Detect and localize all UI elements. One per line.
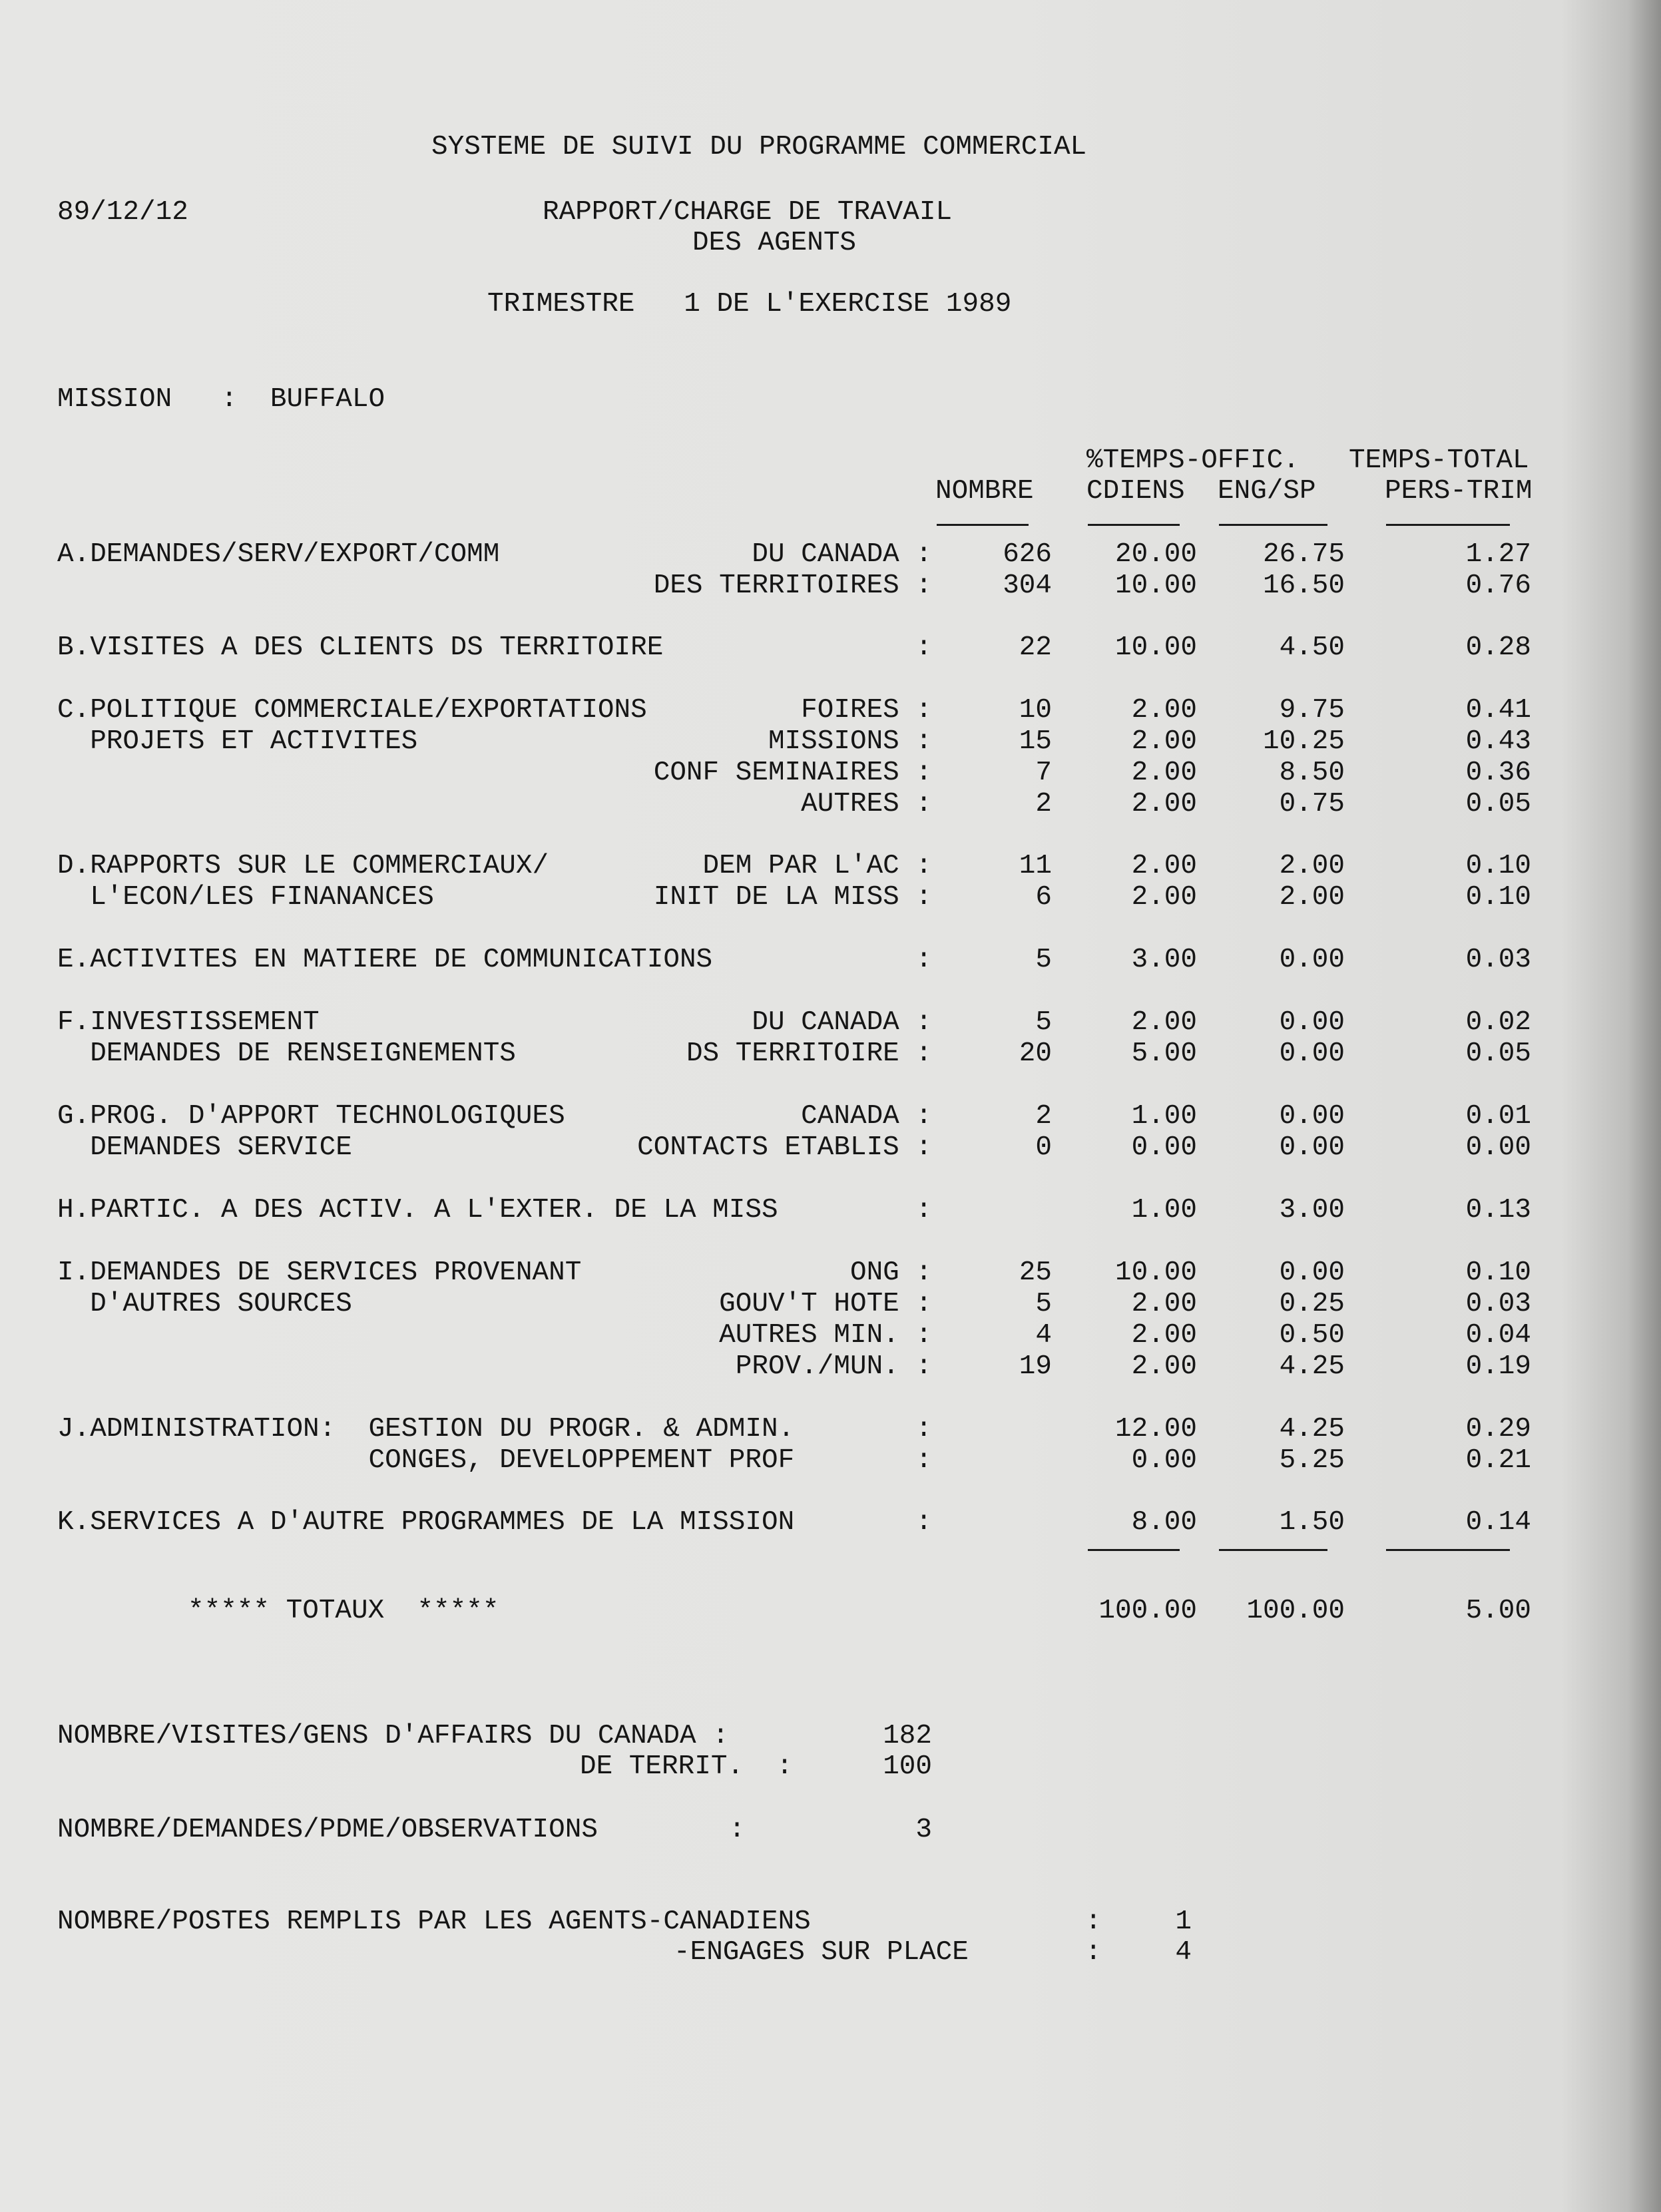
row-label: PROJETS ET ACTIVITES [57, 726, 418, 757]
row-engsp: 16.50 [1262, 570, 1345, 601]
row-cdiens: 12.00 [1114, 1414, 1197, 1444]
row-sublabel: : [915, 945, 932, 975]
row-engsp: 0.25 [1279, 1289, 1345, 1319]
row-cdiens: 2.00 [1131, 851, 1197, 881]
row-nombre: 10 [1019, 695, 1052, 726]
row-nombre: 5 [1035, 1289, 1052, 1319]
visites-canada-value: 182 [883, 1721, 932, 1751]
row-label: E.ACTIVITES EN MATIERE DE COMMUNICATIONS [57, 945, 713, 975]
report-title: RAPPORT/CHARGE DE TRAVAIL [543, 197, 953, 228]
col-header-cdiens: CDIENS [1086, 476, 1185, 507]
row-pers: 0.36 [1465, 758, 1531, 788]
row-sublabel: DU CANADA : [752, 1007, 932, 1038]
row-pers: 0.28 [1465, 632, 1531, 663]
visites-canada-label: NOMBRE/VISITES/GENS D'AFFAIRS DU CANADA : [57, 1721, 729, 1751]
report-subtitle: DES AGENTS [692, 228, 857, 258]
visites-territ-label: DE TERRIT. : [580, 1751, 793, 1782]
totals-engsp: 100.00 [1246, 1596, 1345, 1626]
row-nombre: 20 [1019, 1038, 1052, 1069]
row-cdiens: 2.00 [1131, 1351, 1197, 1382]
totals-label: ***** TOTAUX ***** [188, 1596, 499, 1626]
row-cdiens: 2.00 [1131, 1320, 1197, 1351]
row-cdiens: 5.00 [1131, 1038, 1197, 1069]
header-underline [1088, 524, 1180, 526]
totals-underline [1219, 1549, 1327, 1551]
row-engsp: 4.50 [1279, 632, 1345, 663]
row-sublabel: PROV./MUN. : [735, 1351, 932, 1382]
row-sublabel: CANADA : [801, 1101, 932, 1132]
row-pers: 0.19 [1465, 1351, 1531, 1382]
row-pers: 0.10 [1465, 851, 1531, 881]
row-sublabel: : [915, 1195, 932, 1225]
row-engsp: 26.75 [1262, 539, 1345, 570]
row-engsp: 8.50 [1279, 758, 1345, 788]
row-nombre: 2 [1035, 1101, 1052, 1132]
row-sublabel: ONG : [849, 1257, 932, 1288]
row-engsp: 1.50 [1279, 1507, 1345, 1538]
row-nombre: 6 [1035, 882, 1052, 913]
row-engsp: 0.00 [1279, 1101, 1345, 1132]
row-engsp: 9.75 [1279, 695, 1345, 726]
col-header-pct: %TEMPS-OFFIC. [1086, 445, 1300, 476]
row-label: J.ADMINISTRATION: GESTION DU PROGR. & ADMIN. [57, 1414, 795, 1444]
row-label: D.RAPPORTS SUR LE COMMERCIAUX/ [57, 851, 549, 881]
row-sublabel: AUTRES MIN. : [719, 1320, 932, 1351]
row-engsp: 0.00 [1279, 1132, 1345, 1163]
row-engsp: 0.75 [1279, 789, 1345, 819]
row-nombre: 304 [1003, 570, 1052, 601]
row-sublabel: : [915, 632, 932, 663]
mission-label: MISSION : BUFFALO [57, 384, 385, 415]
row-label: C.POLITIQUE COMMERCIALE/EXPORTATIONS [57, 695, 647, 726]
row-pers: 0.00 [1465, 1132, 1531, 1163]
row-cdiens: 20.00 [1114, 539, 1197, 570]
row-pers: 0.02 [1465, 1007, 1531, 1038]
report-period: TRIMESTRE 1 DE L'EXERCISE 1989 [487, 289, 1012, 320]
row-nombre: 25 [1019, 1257, 1052, 1288]
row-engsp: 10.25 [1262, 726, 1345, 757]
row-label: K.SERVICES A D'AUTRE PROGRAMMES DE LA MISSION [57, 1507, 795, 1538]
row-pers: 0.03 [1465, 945, 1531, 975]
row-nombre: 5 [1035, 1007, 1052, 1038]
row-pers: 0.01 [1465, 1101, 1531, 1132]
row-cdiens: 0.00 [1131, 1132, 1197, 1163]
row-pers: 0.05 [1465, 789, 1531, 819]
row-cdiens: 10.00 [1114, 1257, 1197, 1288]
row-cdiens: 1.00 [1131, 1195, 1197, 1225]
row-sublabel: DEM PAR L'AC : [702, 851, 932, 881]
row-sublabel: MISSIONS : [768, 726, 932, 757]
row-label: D'AUTRES SOURCES [57, 1289, 352, 1319]
row-pers: 0.29 [1465, 1414, 1531, 1444]
row-sublabel: : [915, 1445, 932, 1476]
row-sublabel: : [915, 1507, 932, 1538]
row-nombre: 626 [1003, 539, 1052, 570]
row-engsp: 0.00 [1279, 945, 1345, 975]
row-label: CONGES, DEVELOPPEMENT PROF [57, 1445, 795, 1476]
row-pers: 0.76 [1465, 570, 1531, 601]
row-sublabel: AUTRES : [801, 789, 932, 819]
row-sublabel: : [915, 1414, 932, 1444]
postes-place-value: 4 [1175, 1937, 1192, 1968]
row-nombre: 4 [1035, 1320, 1052, 1351]
row-pers: 0.03 [1465, 1289, 1531, 1319]
row-pers: 0.04 [1465, 1320, 1531, 1351]
row-cdiens: 2.00 [1131, 882, 1197, 913]
row-nombre: 0 [1035, 1132, 1052, 1163]
row-cdiens: 2.00 [1131, 758, 1197, 788]
totals-underline [1386, 1549, 1510, 1551]
report-date: 89/12/12 [57, 197, 188, 228]
row-pers: 0.13 [1465, 1195, 1531, 1225]
row-label: L'ECON/LES FINANANCES [57, 882, 434, 913]
row-engsp: 2.00 [1279, 851, 1345, 881]
row-engsp: 0.00 [1279, 1007, 1345, 1038]
row-label: F.INVESTISSEMENT [57, 1007, 320, 1038]
row-cdiens: 2.00 [1131, 1007, 1197, 1038]
row-engsp: 4.25 [1279, 1351, 1345, 1382]
row-nombre: 15 [1019, 726, 1052, 757]
row-pers: 0.21 [1465, 1445, 1531, 1476]
row-sublabel: FOIRES : [801, 695, 932, 726]
row-sublabel: GOUV'T HOTE : [719, 1289, 932, 1319]
demandes-pdme-value: 3 [915, 1815, 932, 1845]
row-engsp: 2.00 [1279, 882, 1345, 913]
row-cdiens: 2.00 [1131, 1289, 1197, 1319]
row-cdiens: 2.00 [1131, 789, 1197, 819]
row-pers: 0.10 [1465, 1257, 1531, 1288]
row-sublabel: INIT DE LA MISS : [653, 882, 932, 913]
row-nombre: 22 [1019, 632, 1052, 663]
row-label: DEMANDES DE RENSEIGNEMENTS [57, 1038, 516, 1069]
row-sublabel: DES TERRITOIRES : [653, 570, 932, 601]
row-pers: 0.43 [1465, 726, 1531, 757]
row-engsp: 4.25 [1279, 1414, 1345, 1444]
totals-underline [1088, 1549, 1180, 1551]
totals-pers: 5.00 [1465, 1596, 1531, 1626]
row-pers: 1.27 [1465, 539, 1531, 570]
header-underline [1386, 524, 1510, 526]
row-pers: 0.05 [1465, 1038, 1531, 1069]
row-cdiens: 2.00 [1131, 726, 1197, 757]
row-label: I.DEMANDES DE SERVICES PROVENANT [57, 1257, 582, 1288]
postes-canadiens-colon: : [1085, 1906, 1102, 1937]
row-nombre: 7 [1035, 758, 1052, 788]
row-label: A.DEMANDES/SERV/EXPORT/COMM [57, 539, 500, 570]
row-label: DEMANDES SERVICE [57, 1132, 352, 1163]
row-engsp: 0.50 [1279, 1320, 1345, 1351]
col-header-engsp: ENG/SP [1218, 476, 1316, 507]
visites-territ-value: 100 [883, 1751, 932, 1782]
row-pers: 0.41 [1465, 695, 1531, 726]
row-cdiens: 10.00 [1114, 570, 1197, 601]
row-cdiens: 3.00 [1131, 945, 1197, 975]
row-pers: 0.14 [1465, 1507, 1531, 1538]
row-cdiens: 2.00 [1131, 695, 1197, 726]
postes-place-label: -ENGAGES SUR PLACE [674, 1937, 969, 1968]
row-cdiens: 10.00 [1114, 632, 1197, 663]
row-nombre: 5 [1035, 945, 1052, 975]
row-sublabel: CONF SEMINAIRES : [653, 758, 932, 788]
row-pers: 0.10 [1465, 882, 1531, 913]
col-header-nombre: NOMBRE [935, 476, 1034, 507]
postes-canadiens-label: NOMBRE/POSTES REMPLIS PAR LES AGENTS-CANADIENS [57, 1906, 811, 1937]
row-cdiens: 0.00 [1131, 1445, 1197, 1476]
row-sublabel: DU CANADA : [752, 539, 932, 570]
demandes-pdme-label: NOMBRE/DEMANDES/PDME/OBSERVATIONS : [57, 1815, 746, 1845]
postes-place-colon: : [1085, 1937, 1102, 1968]
row-nombre: 11 [1019, 851, 1052, 881]
totals-cdiens: 100.00 [1098, 1596, 1197, 1626]
header-underline [937, 524, 1029, 526]
row-sublabel: CONTACTS ETABLIS : [637, 1132, 932, 1163]
row-engsp: 3.00 [1279, 1195, 1345, 1225]
row-sublabel: DS TERRITOIRE : [686, 1038, 932, 1069]
postes-canadiens-value: 1 [1175, 1906, 1192, 1937]
row-label: H.PARTIC. A DES ACTIV. A L'EXTER. DE LA MISS [57, 1195, 778, 1225]
col-header-total: TEMPS-TOTAL [1349, 445, 1529, 476]
row-nombre: 2 [1035, 789, 1052, 819]
header-underline [1219, 524, 1327, 526]
row-engsp: 0.00 [1279, 1257, 1345, 1288]
col-header-perstrim: PERS-TRIM [1385, 476, 1533, 507]
row-engsp: 5.25 [1279, 1445, 1345, 1476]
row-engsp: 0.00 [1279, 1038, 1345, 1069]
row-label: B.VISITES A DES CLIENTS DS TERRITOIRE [57, 632, 664, 663]
row-cdiens: 1.00 [1131, 1101, 1197, 1132]
row-nombre: 19 [1019, 1351, 1052, 1382]
system-title: SYSTEME DE SUIVI DU PROGRAMME COMMERCIAL [431, 132, 1087, 162]
row-cdiens: 8.00 [1131, 1507, 1197, 1538]
row-label: G.PROG. D'APPORT TECHNOLOGIQUES [57, 1101, 565, 1132]
